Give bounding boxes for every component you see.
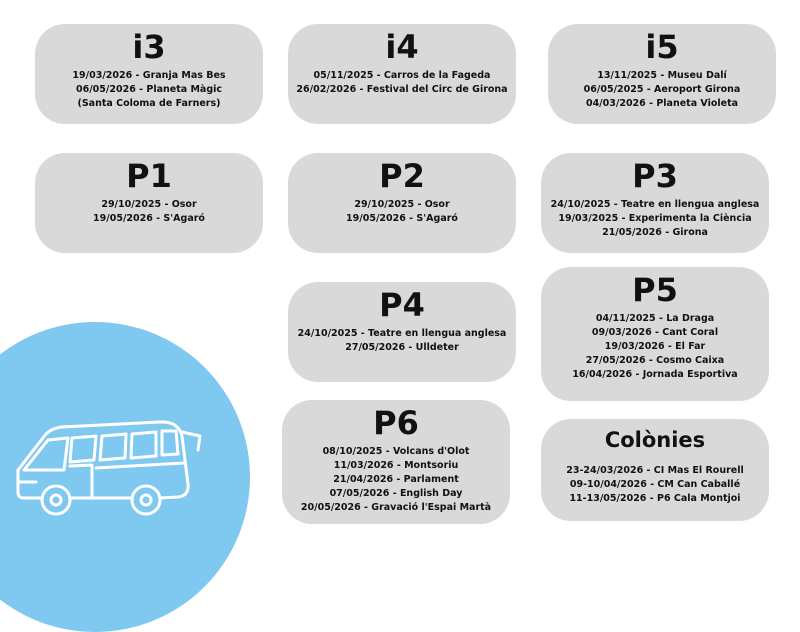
card-p6 (282, 400, 510, 524)
event-line: 06/05/2025 - Aeroport Girona (583, 84, 741, 95)
event-line: 08/10/2025 - Volcans d'Olot (322, 446, 470, 457)
card-p2 (288, 153, 516, 253)
card-title: i5 (645, 28, 679, 66)
event-line: 11/03/2026 - Montsoriu (333, 460, 459, 471)
event-line: 19/03/2026 - El Far (604, 341, 706, 352)
event-line: 19/03/2025 - Experimenta la Ciència (558, 213, 752, 224)
event-line: 24/10/2025 - Teatre en llengua anglesa (297, 328, 507, 339)
card-title: P5 (632, 271, 678, 309)
event-line: 05/11/2025 - Carros de la Fageda (313, 70, 491, 81)
event-line: 07/05/2026 - English Day (329, 488, 463, 499)
card-p1 (35, 153, 263, 253)
card-i5 (548, 24, 776, 124)
event-line: 21/04/2026 - Parlament (333, 474, 459, 485)
card-colonies (541, 419, 769, 521)
event-line: 19/05/2026 - S'Agaró (346, 213, 458, 224)
card-i3 (35, 24, 263, 124)
event-line: 23-24/03/2026 - CI Mas El Rourell (566, 465, 744, 476)
event-line: 19/03/2026 - Granja Mas Bes (72, 70, 226, 81)
card-title: P3 (632, 157, 678, 195)
event-line: 27/05/2026 - Ulldeter (345, 342, 459, 353)
event-line: (Santa Coloma de Farners) (77, 98, 221, 109)
event-line: 21/05/2026 - Girona (602, 227, 708, 238)
event-line: 04/03/2026 - Planeta Violeta (585, 98, 739, 109)
event-line: 09-10/04/2026 - CM Can Caballé (569, 479, 741, 490)
card-i4 (288, 24, 516, 124)
event-line: 19/05/2026 - S'Agaró (93, 213, 205, 224)
event-line: 06/05/2026 - Planeta Màgic (75, 84, 223, 95)
event-line: 20/05/2026 - Gravació l'Espai Martà (300, 502, 492, 513)
event-line: 29/10/2025 - Osor (101, 199, 197, 210)
card-p3 (541, 153, 769, 253)
bus-icon (10, 408, 210, 523)
card-title: P2 (379, 157, 425, 195)
event-line: 27/05/2026 - Cosmo Caixa (585, 355, 725, 366)
event-line: 13/11/2025 - Museu Dalí (597, 70, 727, 81)
card-title: Colònies (604, 428, 706, 452)
event-line: 29/10/2025 - Osor (354, 199, 450, 210)
card-p5 (541, 267, 769, 401)
event-line: 26/02/2026 - Festival del Circ de Girona (296, 84, 508, 95)
card-title: P1 (126, 157, 172, 195)
event-line: 16/04/2026 - Jornada Esportiva (572, 369, 738, 380)
card-title: i3 (132, 28, 166, 66)
card-p4 (288, 282, 516, 382)
event-line: 24/10/2025 - Teatre en llengua anglesa (550, 199, 760, 210)
card-title: P4 (379, 286, 425, 324)
event-line: 11-13/05/2026 - P6 Cala Montjoi (569, 493, 741, 504)
event-line: 04/11/2025 - La Draga (595, 313, 715, 324)
card-title: i4 (385, 28, 419, 66)
event-line: 09/03/2026 - Cant Coral (591, 327, 719, 338)
card-title: P6 (373, 404, 419, 442)
